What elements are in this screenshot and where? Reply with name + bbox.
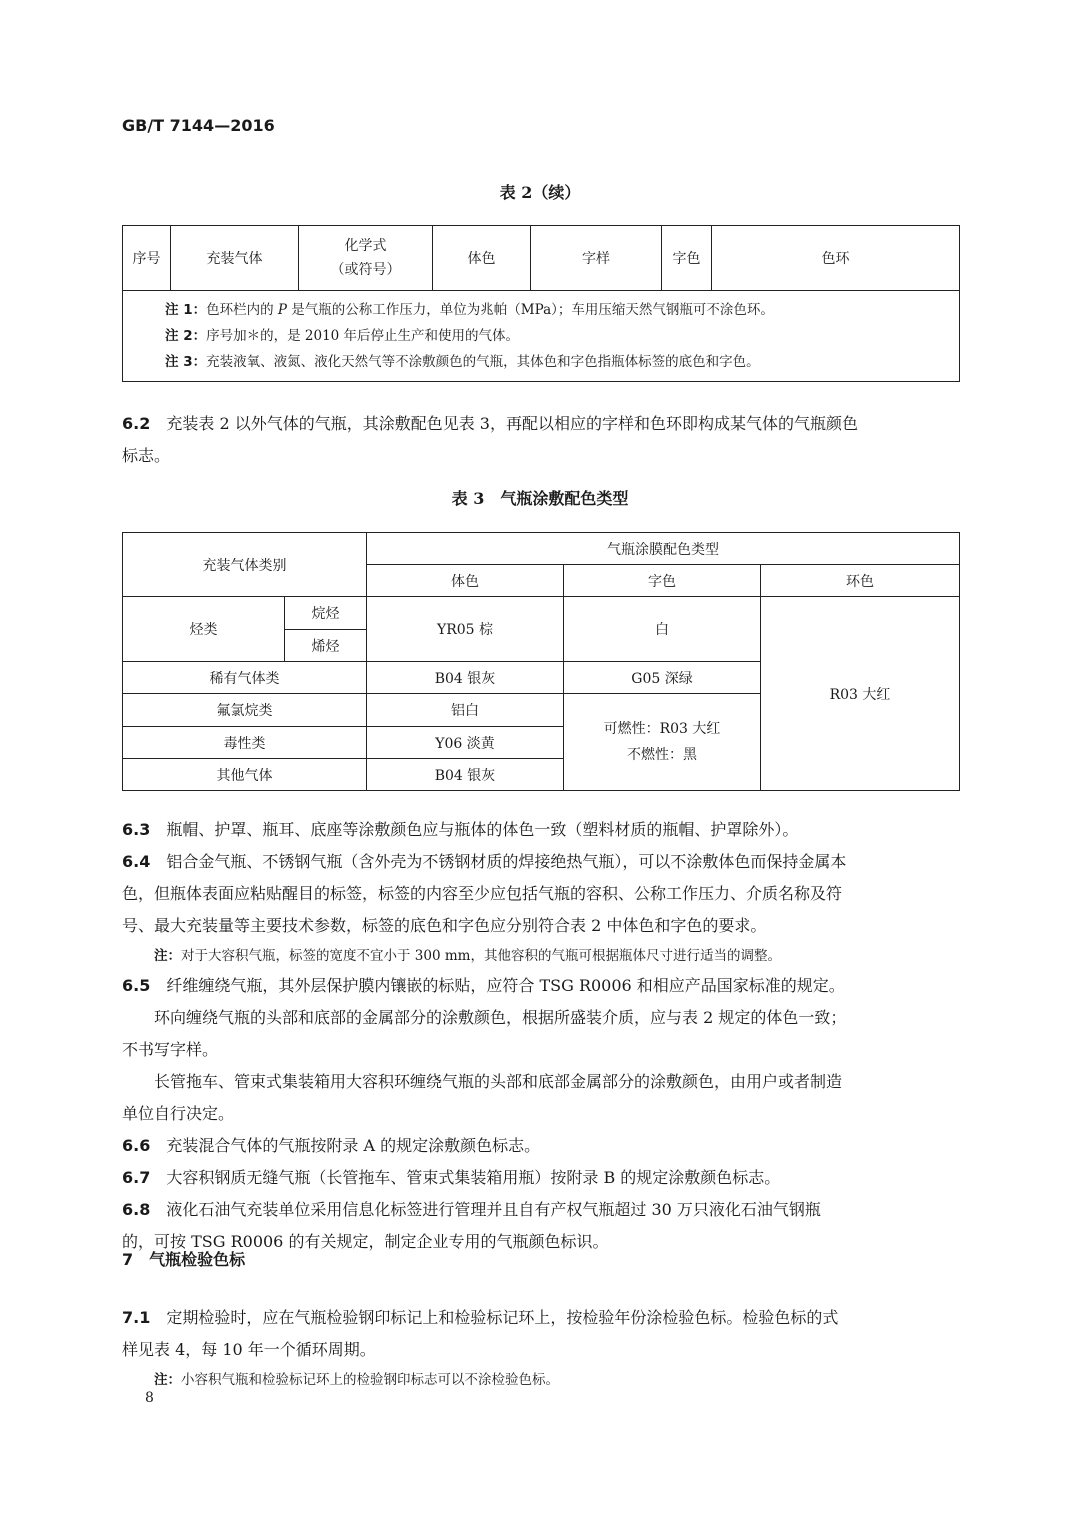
note-1 <box>165 297 959 323</box>
paragraph-6-8-line1 <box>122 1194 960 1226</box>
cell-ring: R03 大红 <box>761 597 960 791</box>
clause-number: 6.5 <box>122 976 151 995</box>
note-2 <box>165 323 959 349</box>
note-1-text-a: 色环栏内的 <box>206 302 278 318</box>
cell-other-body: B04 银灰 <box>367 759 564 791</box>
header-formula-line1: 化学式 <box>344 238 387 254</box>
paragraph-6-5-line2: 环向缠绕气瓶的头部和底部的金属部分的涂敷颜色，根据所盛装介质，应与表 2 规定的体色一致； <box>154 1008 847 1027</box>
clause-number: 6.6 <box>122 1136 151 1155</box>
cell-fluoro: 氟氯烷类 <box>123 694 367 727</box>
section-title: 气瓶检验色标 <box>149 1250 246 1269</box>
note-2-label: 注 2： <box>165 328 207 344</box>
note-label: 注： <box>154 948 181 964</box>
cell-hc-text: 白 <box>564 597 761 662</box>
header-letter-color: 字色 <box>662 226 712 291</box>
document-code: GB/T 7144—2016 <box>122 116 275 135</box>
section-6-body <box>122 814 960 1258</box>
header-formula-line2: （或符号） <box>330 262 401 278</box>
paragraph-6-4-line2: 色，但瓶体表面应粘贴醒目的标签，标签的内容至少应包括气瓶的容积、公称工作压力、介质名称及符 <box>122 884 843 903</box>
header-text-color: 字色 <box>564 565 761 597</box>
cell-flammable: 可燃性：R03 大红 <box>603 721 721 737</box>
note-2-text: 序号加＊的，是 2010 年后停止生产和使用的气体。 <box>206 328 520 344</box>
paragraph-6-6 <box>122 1130 960 1162</box>
clause-number: 6.3 <box>122 820 151 839</box>
text: 充装表 2 以外气体的气瓶，其涂敷配色见表 3，再配以相应的字样和色环即构成某气体的气瓶颜色 <box>166 414 858 433</box>
header-coating-type: 气瓶涂膜配色类型 <box>367 533 960 565</box>
note-text: 小容积气瓶和检验标记环上的检验钢印标志可以不涂检验色标。 <box>181 1372 559 1388</box>
cell-hc-body: YR05 棕 <box>367 597 564 662</box>
text: 定期检验时，应在气瓶检验钢印标记上和检验标记环上，按检验年份涂检验色标。检验色标的式 <box>166 1308 839 1327</box>
paragraph-6-2-line1 <box>122 408 960 440</box>
header-formula <box>299 226 433 291</box>
note-1-text-b: 是气瓶的公称工作压力，单位为兆帕（MPa）；车用压缩天然气钢瓶可不涂色环。 <box>286 302 774 318</box>
table2-notes <box>123 291 960 382</box>
paragraph-6-5-line5: 单位自行决定。 <box>122 1104 235 1123</box>
text: 瓶帽、护罩、瓶耳、底座等涂敷颜色应与瓶体的体色一致（塑料材质的瓶帽、护罩除外）。 <box>166 820 799 839</box>
text: 纤维缠绕气瓶，其外层保护膜内镶嵌的标贴，应符合 TSG R0006 和相应产品国家标准的规定。 <box>166 976 845 995</box>
cell-fluoro-body: 铝白 <box>367 694 564 727</box>
paragraph-6-5-line4: 长管拖车、管束式集装箱用大容积环缠绕气瓶的头部和底部金属部分的涂敷颜色，由用户或者制造 <box>154 1072 843 1091</box>
cell-alkane: 烷烃 <box>285 597 367 630</box>
header-ring-color: 环色 <box>761 565 960 597</box>
paragraph-6-2 <box>122 408 960 472</box>
header-color-ring: 色环 <box>712 226 960 291</box>
clause-number: 7.1 <box>122 1308 151 1327</box>
cell-nonflammable: 不燃性：黑 <box>627 747 697 763</box>
table3-caption: 表 3 气瓶涂敷配色类型 <box>451 489 629 508</box>
header-gas: 充装气体 <box>171 226 299 291</box>
cell-rare-text: G05 深绿 <box>564 662 761 694</box>
header-body: 体色 <box>367 565 564 597</box>
cell-other: 其他气体 <box>123 759 367 791</box>
note-3 <box>165 349 959 375</box>
page-number: 8 <box>145 1390 154 1406</box>
paragraph-6-5-line3: 不书写字样。 <box>122 1040 219 1059</box>
table2-header-row <box>123 226 960 291</box>
table3-header-row1 <box>123 533 960 565</box>
section-7-heading <box>122 1244 960 1276</box>
note-3-text: 充装液氧、液氮、液化天然气等不涂敷颜色的气瓶，其体色和字色指瓶体标签的底色和字色。 <box>206 354 760 370</box>
paragraph-6-5-line1 <box>122 970 960 1002</box>
cell-rare: 稀有气体类 <box>123 662 367 694</box>
clause-number: 6.7 <box>122 1168 151 1187</box>
header-category: 充装气体类别 <box>123 533 367 597</box>
paragraph-7-1-line1 <box>122 1302 960 1334</box>
cell-rare-body: B04 银灰 <box>367 662 564 694</box>
cell-toxic-body: Y06 淡黄 <box>367 727 564 759</box>
cell-alkene: 烯烃 <box>285 630 367 662</box>
header-body-color: 体色 <box>433 226 531 291</box>
paragraph-6-4-line1 <box>122 846 960 878</box>
table3 <box>122 532 960 791</box>
cell-hydrocarbon: 烃类 <box>123 597 285 662</box>
text: 铝合金气瓶、不锈钢气瓶（含外壳为不锈钢材质的焊接绝热气瓶），可以不涂敷体色而保持金属本 <box>166 852 847 871</box>
cell-toxic: 毒性类 <box>123 727 367 759</box>
text: 液化石油气充装单位采用信息化标签进行管理并且自有产权气瓶超过 30 万只液化石油气钢瓶 <box>166 1200 821 1219</box>
table2 <box>122 225 960 382</box>
paragraph-6-3 <box>122 814 960 846</box>
paragraph-6-8-line2: 的，可按 TSG R0006 的有关规定，制定企业专用的气瓶颜色标识。 <box>122 1232 609 1251</box>
table3-row-alkane <box>123 597 960 630</box>
note-text: 对于大容积气瓶，标签的宽度不宜小于 300 mm，其他容积的气瓶可根据瓶体尺寸进行适当的调整。 <box>181 948 781 964</box>
note-3-label: 注 3： <box>165 354 207 370</box>
paragraph-6-4-note <box>122 942 960 970</box>
header-lettering: 字样 <box>531 226 662 291</box>
clause-number: 6.4 <box>122 852 151 871</box>
paragraph-6-2-line2: 标志。 <box>122 446 171 465</box>
paragraph-7-1-note <box>122 1366 960 1394</box>
text: 充装混合气体的气瓶按附录 A 的规定涂敷颜色标志。 <box>166 1136 541 1155</box>
cell-flammability <box>564 694 761 791</box>
header-serial: 序号 <box>123 226 171 291</box>
note-label: 注： <box>154 1372 181 1388</box>
text: 大容积钢质无缝气瓶（长管拖车、管束式集装箱用瓶）按附录 B 的规定涂敷颜色标志。 <box>166 1168 781 1187</box>
note-1-italic: P <box>277 302 287 318</box>
paragraph-6-4-line3: 号、最大充装量等主要技术参数，标签的底色和字色应分别符合表 2 中体色和字色的要求。 <box>122 916 767 935</box>
section-7-body <box>122 1302 960 1394</box>
clause-number: 6.8 <box>122 1200 151 1219</box>
table2-notes-row <box>123 291 960 382</box>
table2-caption: 表 2（续） <box>499 183 581 202</box>
note-1-label: 注 1： <box>165 302 207 318</box>
section-number: 7 <box>122 1250 134 1269</box>
paragraph-6-7 <box>122 1162 960 1194</box>
clause-number: 6.2 <box>122 414 151 433</box>
paragraph-7-1-line2: 样见表 4，每 10 年一个循环周期。 <box>122 1340 376 1359</box>
